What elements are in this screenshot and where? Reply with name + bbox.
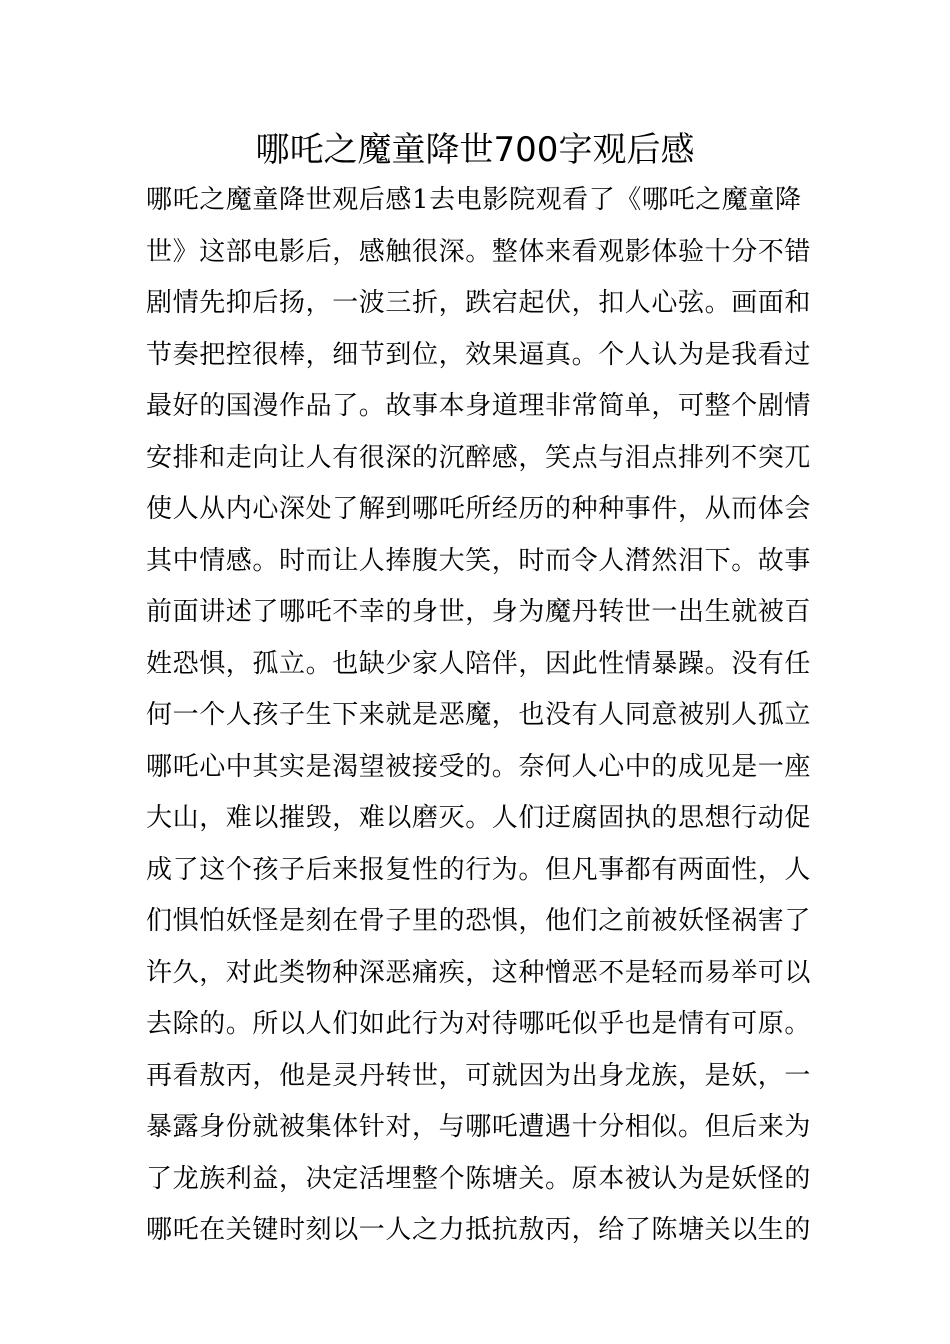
body-line: 使人从内心深处了解到哪吒所经历的种种事件，从而体会 <box>146 494 812 524</box>
body-line: 前面讲述了哪吒不幸的身世，身为魔丹转世一出生就被百 <box>146 597 812 627</box>
body-line: 节奏把控很棒，细节到位，效果逼真。个人认为是我看过 <box>146 339 812 370</box>
body-line: 姓恐惧，孤立。也缺少家人陪伴，因此性情暴躁。没有任 <box>146 648 812 679</box>
body-line: 哪吒之魔童降世观后感1去电影院观看了《哪吒之魔童降 <box>146 185 802 215</box>
body-line: 去除的。所以人们如此行为对待哪吒似乎也是情有可原。 <box>146 1009 812 1039</box>
body-line: 了龙族利益，决定活埋整个陈塘关。原本被认为是妖怪的 <box>146 1163 812 1194</box>
body-line: 们惧怕妖怪是刻在骨子里的恐惧，他们之前被妖怪祸害了 <box>146 906 812 936</box>
body-line: 许久，对此类物种深恶痛疾，这种憎恶不是轻而易举可以 <box>146 957 812 988</box>
document-title: 哪吒之魔童降世700字观后感 <box>255 130 695 170</box>
body-line: 哪吒心中其实是渴望被接受的。奈何人心中的成见是一座 <box>146 751 812 782</box>
body-line: 大山，难以摧毁，难以磨灭。人们迂腐固执的思想行动促 <box>146 803 812 833</box>
body-line: 再看敖丙，他是灵丹转世，可就因为出身龙族，是妖，一 <box>146 1060 812 1091</box>
body-line: 成了这个孩子后来报复性的行为。但凡事都有两面性，人 <box>146 854 812 885</box>
body-line: 何一个人孩子生下来就是恶魔，也没有人同意被别人孤立 <box>146 700 812 730</box>
body-line: 世》这部电影后，感触很深。整体来看观影体验十分不错 <box>146 236 812 267</box>
body-line: 剧情先抑后扬，一波三折，跌宕起伏，扣人心弦。画面和 <box>146 288 812 318</box>
body-line: 其中情感。时而让人捧腹大笑，时而令人潸然泪下。故事 <box>146 545 812 576</box>
document-body <box>146 175 846 1257</box>
body-line: 哪吒在关键时刻以一人之力抵抗敖丙，给了陈塘关以生的 <box>146 1215 812 1245</box>
body-line: 安排和走向让人有很深的沉醉感，笑点与泪点排列不突兀 <box>146 442 812 473</box>
body-line: 暴露身份就被集体针对，与哪吒遭遇十分相似。但后来为 <box>146 1112 812 1142</box>
body-line: 最好的国漫作品了。故事本身道理非常简单，可整个剧情 <box>146 391 812 421</box>
